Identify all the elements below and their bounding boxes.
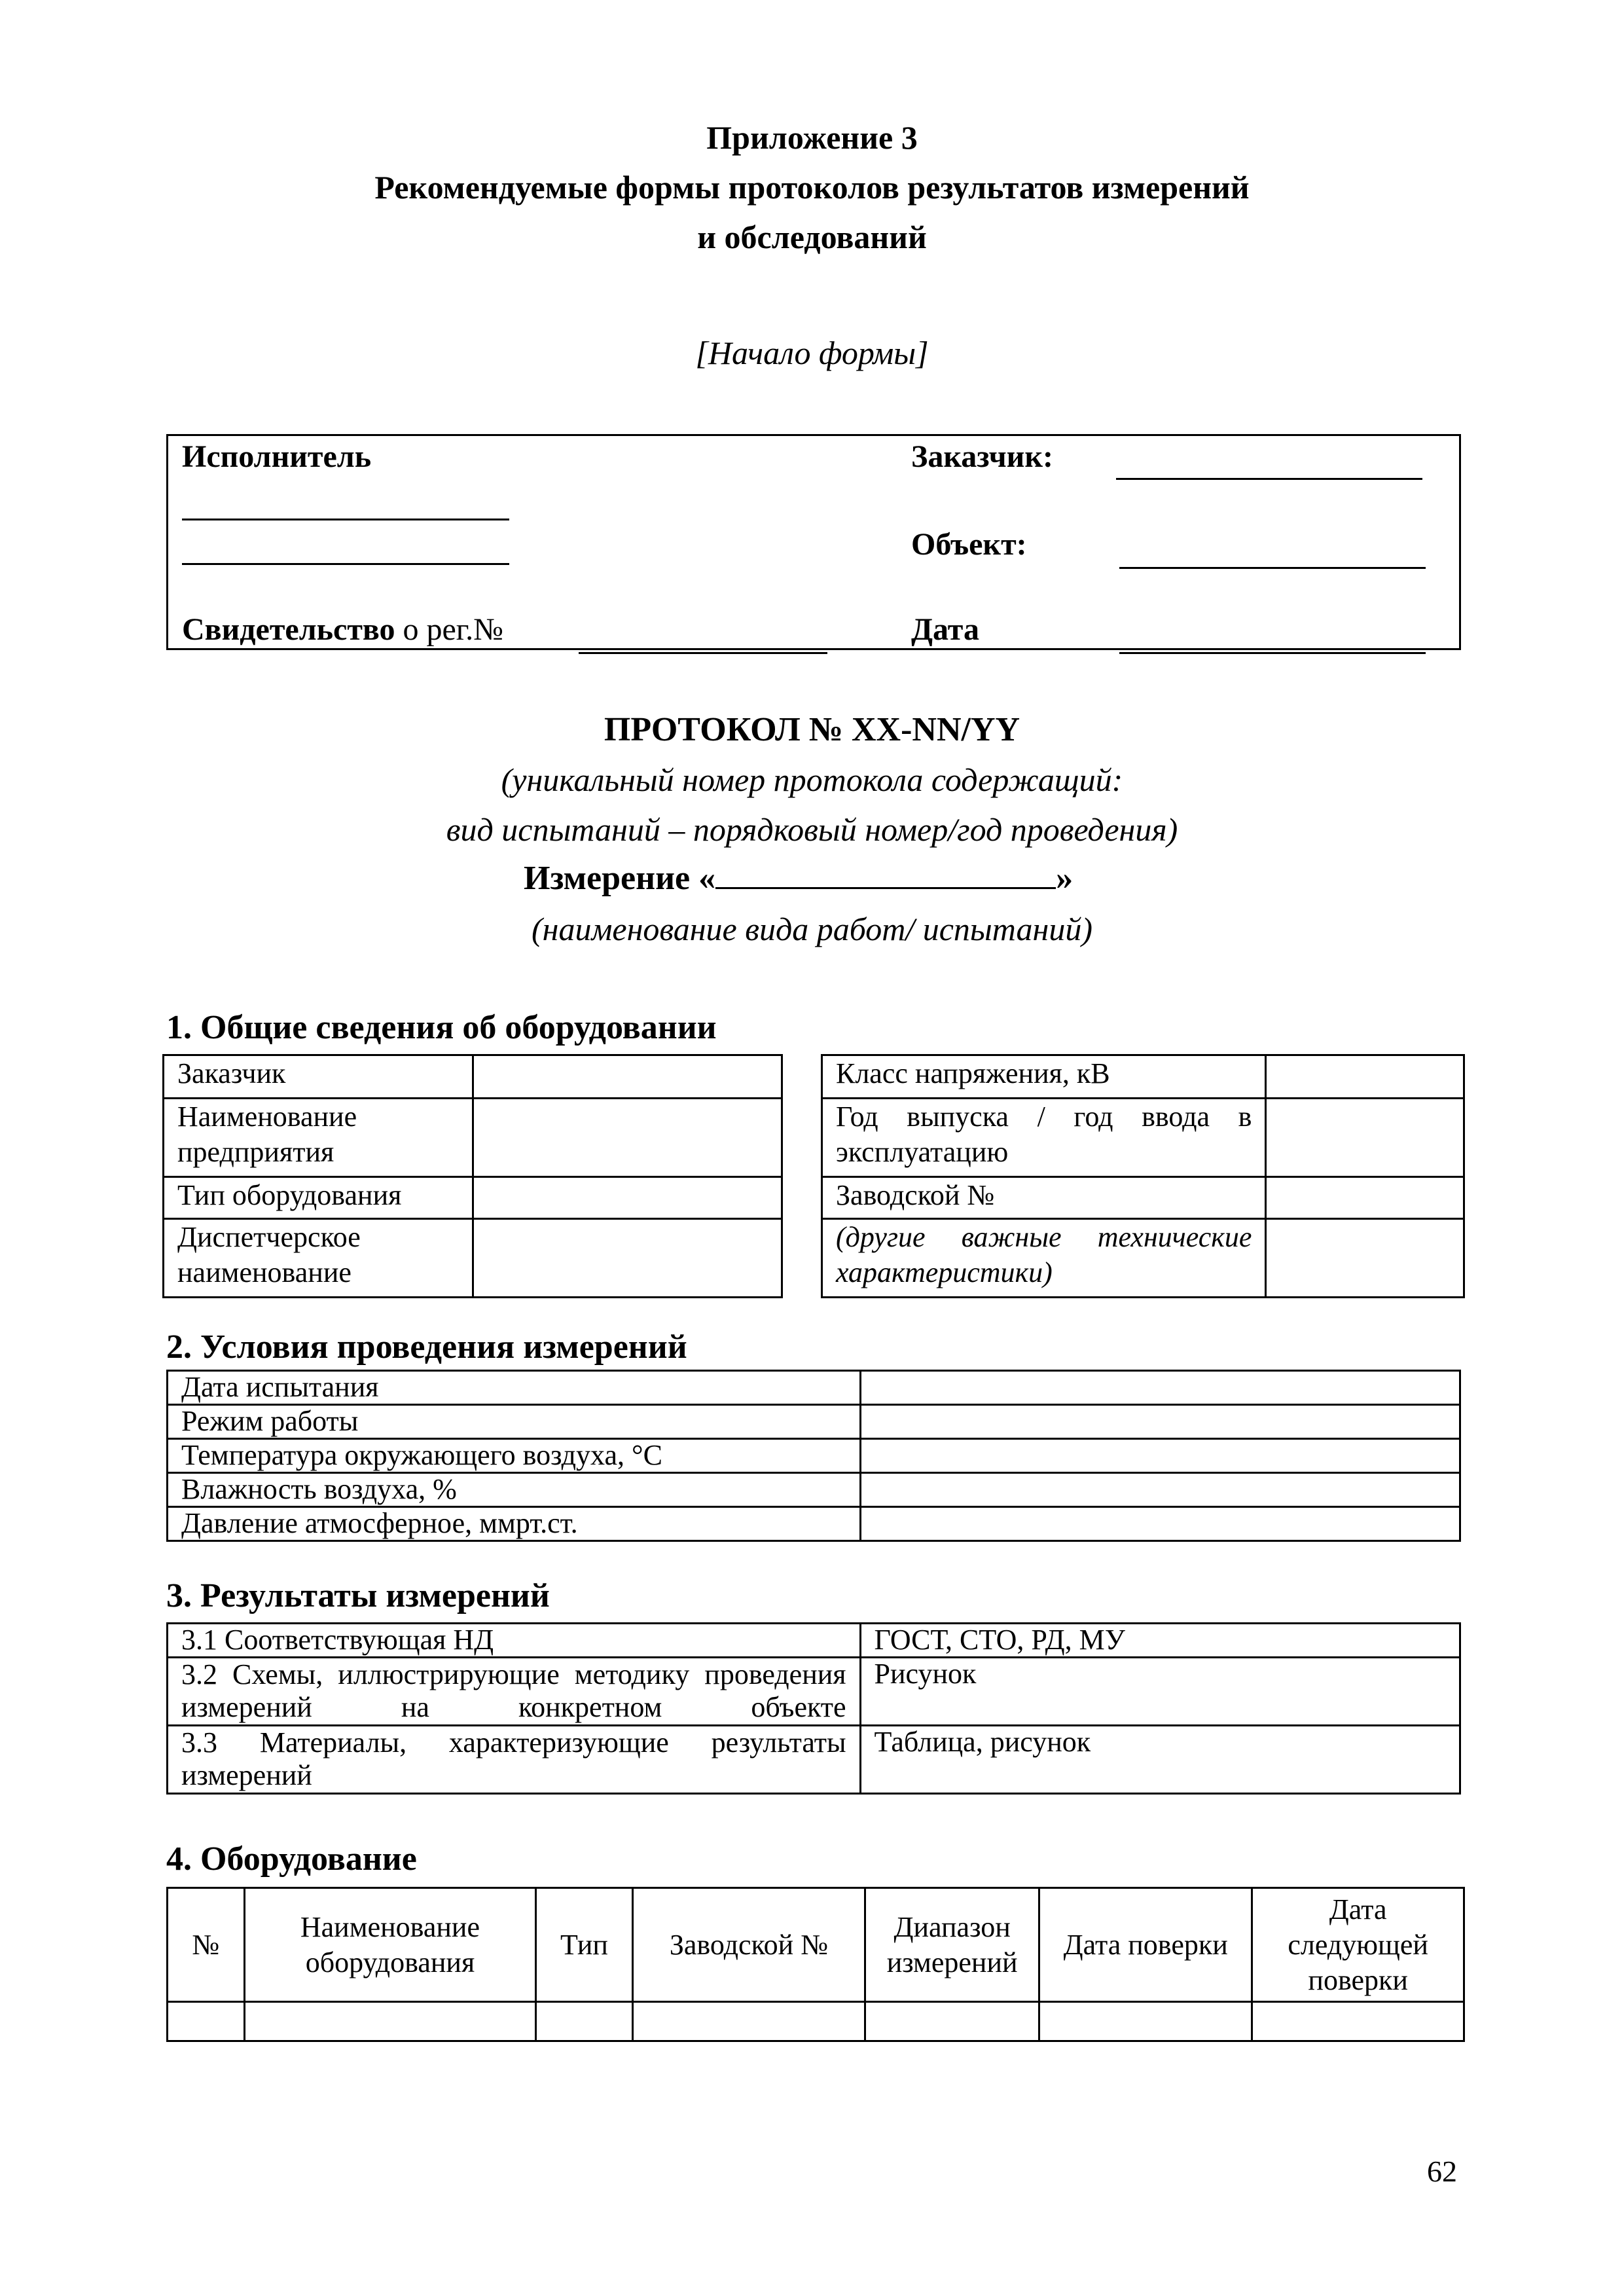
section2-title: 2. Условия проведения измерений: [166, 1328, 687, 1366]
right-row-label: (другие важные технические характеристики): [822, 1219, 1266, 1298]
column-header-next-verification-date: Дата следующей поверки: [1252, 1888, 1464, 2002]
left-row-value[interactable]: [473, 1099, 782, 1177]
condition-label: Дата испытания: [168, 1371, 861, 1405]
condition-label: Давление атмосферное, ммрт.ст.: [168, 1507, 861, 1541]
left-row-label: Заказчик: [164, 1055, 473, 1099]
right-row-value[interactable]: [1266, 1177, 1464, 1219]
result-value: ГОСТ, СТО, РД, МУ: [860, 1624, 1460, 1658]
measurement-suffix: »: [1056, 860, 1074, 897]
customer-label: Заказчик:: [911, 439, 1053, 474]
condition-label: Температура окружающего воздуха, °С: [168, 1439, 861, 1473]
executor-label: Исполнитель: [182, 439, 372, 474]
left-row-label: Диспетчерское наименование: [164, 1219, 473, 1298]
right-row-value[interactable]: [1266, 1099, 1464, 1177]
right-row-label: Заводской №: [822, 1177, 1266, 1219]
condition-value[interactable]: [860, 1371, 1460, 1405]
measurement-note: (наименование вида работ/ испытаний): [532, 911, 1092, 947]
section1-title: 1. Общие сведения об оборудовании: [166, 1009, 717, 1046]
column-header-measurement-range: Диапазон измерений: [865, 1888, 1039, 2002]
condition-value[interactable]: [860, 1405, 1460, 1439]
condition-value[interactable]: [860, 1439, 1460, 1473]
left-row-value[interactable]: [473, 1219, 782, 1298]
right-row-label: Год выпуска / год ввода в эксплуатацию: [822, 1099, 1266, 1177]
condition-label: Влажность воздуха, %: [168, 1473, 861, 1507]
left-row-label: Тип оборудования: [164, 1177, 473, 1219]
column-header-serial-number: Заводской №: [632, 1888, 865, 2002]
result-label: 3.2 Схемы, иллюстрирующие методику проведения измерений на конкретном объекте: [168, 1658, 861, 1726]
equipment-info-left-table: [162, 1054, 783, 1298]
measurement-line: [524, 859, 1073, 898]
column-header-equipment-name: Наименование оборудования: [244, 1888, 535, 2002]
column-header-verification-date: Дата поверки: [1039, 1888, 1252, 2002]
measurement-results-table: [166, 1622, 1461, 1795]
condition-value[interactable]: [860, 1507, 1460, 1541]
executor-blank-line-2[interactable]: [182, 537, 509, 565]
object-blank[interactable]: [1119, 541, 1426, 569]
left-row-value[interactable]: [473, 1055, 782, 1099]
appendix-title: Приложение 3: [706, 119, 918, 156]
equipment-cell[interactable]: [536, 2002, 633, 2041]
result-value: Таблица, рисунок: [860, 1726, 1460, 1794]
protocol-note-line1: (уникальный номер протокола содержащий:: [501, 761, 1123, 798]
measurement-conditions-table: [166, 1370, 1461, 1542]
right-row-value[interactable]: [1266, 1219, 1464, 1298]
certificate-label: Свидетельство о рег.№: [182, 612, 503, 647]
result-label: 3.1 Соответствующая НД: [168, 1624, 861, 1658]
equipment-table: [166, 1887, 1465, 2042]
equipment-cell[interactable]: [865, 2002, 1039, 2041]
left-row-label: Наименование предприятия: [164, 1099, 473, 1177]
column-header-type: Тип: [536, 1888, 633, 2002]
left-row-value[interactable]: [473, 1177, 782, 1219]
date-blank[interactable]: [1119, 626, 1426, 654]
certificate-number-blank[interactable]: [579, 626, 827, 654]
protocol-note-line2: вид испытаний – порядковый номер/год проведения): [446, 811, 1178, 848]
document-title-line1: Рекомендуемые формы протоколов результатов измерений: [374, 169, 1250, 206]
equipment-cell[interactable]: [1252, 2002, 1464, 2041]
column-header-number: №: [168, 1888, 245, 2002]
measurement-blank[interactable]: [715, 861, 1056, 889]
result-label: 3.3 Материалы, характеризующие результаты измерений: [168, 1726, 861, 1794]
form-start-label: [Начало формы]: [695, 335, 929, 371]
condition-value[interactable]: [860, 1473, 1460, 1507]
right-row-label: Класс напряжения, кВ: [822, 1055, 1266, 1099]
equipment-info-right-table: [821, 1054, 1465, 1298]
right-row-value[interactable]: [1266, 1055, 1464, 1099]
result-value: Рисунок: [860, 1658, 1460, 1726]
protocol-number: ПРОТОКОЛ № XX-NN/YY: [604, 711, 1020, 748]
executor-blank-line-1[interactable]: [182, 492, 509, 520]
equipment-cell[interactable]: [632, 2002, 865, 2041]
date-label: Дата: [911, 612, 979, 647]
equipment-cell[interactable]: [244, 2002, 535, 2041]
page-number: 62: [1427, 2155, 1457, 2188]
condition-label: Режим работы: [168, 1405, 861, 1439]
section4-title: 4. Оборудование: [166, 1840, 417, 1878]
document-title-line2: и обследований: [697, 219, 927, 255]
customer-blank[interactable]: [1116, 452, 1422, 480]
object-label: Объект:: [911, 527, 1027, 562]
section3-title: 3. Результаты измерений: [166, 1577, 550, 1614]
equipment-cell[interactable]: [1039, 2002, 1252, 2041]
equipment-cell[interactable]: [168, 2002, 245, 2041]
measurement-prefix: Измерение «: [524, 860, 716, 897]
